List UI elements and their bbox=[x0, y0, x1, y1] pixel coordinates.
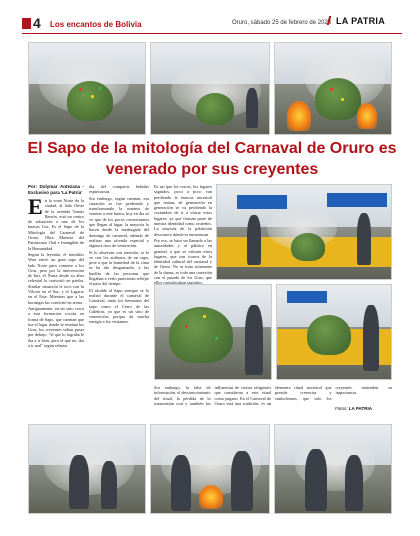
logo-icon bbox=[327, 16, 335, 25]
photo-top-left bbox=[28, 42, 146, 135]
photo-middle-right bbox=[276, 284, 392, 380]
page-number: 4 bbox=[33, 15, 41, 31]
paragraph: Sin embargo, según cuentan, esa situación se fue perdiendo y transformando la manera de venerar a este huaca, hoy en día se ve que de los pocos comerciantes que llegan al lugar, la mayoría lo hacen desde la madrugada del domingo de carnaval, además de realizar una ofrenda especial y algunos ritos de veneración. bbox=[89, 195, 149, 249]
article-bottom-text bbox=[154, 385, 392, 421]
paragraph: Antiguamente, en un sitio cerca a esta formación rocosa en forma de Sapo, que cuentan que fue el lugar donde se reunían los Urus, los creyentes solían pasar por debajo, "el que lo lograba le iba a ir bien, pero el que no, iba a ir mal" según relatan. bbox=[28, 305, 84, 349]
newspaper-logo bbox=[328, 16, 385, 26]
article-headline: El Sapo de la mitología del Carnaval de Oruro es venerado por sus creyentes bbox=[27, 140, 397, 178]
drop-cap: E bbox=[28, 194, 43, 219]
paragraph: Por eso, se hace un llamado a las autoridades y al público en general, a que se valoren estos lugares, que son íconos de la identidad cultural del carnaval y de Oruro. No se trata solamente de la danza, es toda una conexión con el pasado de los Urus, que ellos consideraban sagrados. bbox=[154, 237, 212, 286]
article-column-2 bbox=[89, 184, 149, 464]
paragraph: n la zona Norte de la ciudad, al lado Oeste de la avenida Tomás Barrón, está un centro de adoración a uno de los huacas Ura. Es el Sapo de la Mitología del Carnaval de Oruro, Obra Maestra del Patrimonio Oral e Intangible de la Humanidad. bbox=[28, 198, 84, 251]
page-header bbox=[0, 0, 420, 36]
paragraph: Si lo observan con atención, se le ve con los atributos de un sapo, pese a que la humedad de la cima se ha ido desgastando, y las huellas de las personas que llegaban a verlo parecieran reflejar el paso del tiempo. bbox=[89, 249, 149, 287]
paragraph: Es así que los cerros, los lugares sagrados, poco a poco van perdiendo la esencia ancestral que tenían, de generación en generación se va perdiendo la costumbre de ir a visitar estos lugares, ya que forman parte de nuestra identidad como orureños. La mayoría de la población desconoce dónde se encuentran. bbox=[154, 184, 212, 237]
paragraph: Sin embargo, la falta de información, el desconocimiento del ritual, la pérdida de la transmisión oral y también las influencias de ciertas religiones que consideran a este ritual como pagano. En el Carnaval de Oruro está una tradición, es un elemento ritual ancestral que preside creencias y simbolismos, que solo los creyentes entienden su importancia. bbox=[154, 385, 392, 406]
photo-credit bbox=[335, 406, 372, 411]
paragraph: Según la leyenda, el semidiós Wari envió un gran sapo del lado Norte para comerse a los Urus, pero por la intervención de Inti, el Ñusta desde su altar celestial lo convirtió en piedra. Similar situación le tocó con la Víbora en el Sur, y el Lagarto en el Este. Mientras que a las hormigas las convirtió en arena. bbox=[28, 251, 84, 305]
logo-text: LA PATRIA bbox=[336, 16, 386, 26]
paragraph: dia del compartir bebidas espirituosas. bbox=[89, 184, 149, 195]
photo-top-right bbox=[274, 42, 392, 135]
photo-bottom-2 bbox=[150, 424, 270, 514]
photo-top-center bbox=[150, 42, 270, 135]
photo-bottom-3 bbox=[274, 424, 392, 514]
photo-middle-left bbox=[154, 284, 272, 380]
photo-credit-value: LA PATRIA bbox=[348, 406, 372, 411]
article-byline: Por: Dolymar Antezana - Exclusivo para 'La Patria' bbox=[28, 184, 84, 195]
photo-bottom-1 bbox=[28, 424, 146, 514]
photo-credit-label: Fotos: bbox=[335, 406, 348, 411]
header-rule bbox=[22, 33, 402, 34]
paragraph: El alcalde al Sapo siempre se lo realizó durante el carnaval de Carnaval, tanto los hermanos del sapo como el Cerro de las Culebras, ya que es un sitio de veneración, porque da mucha energía a los visitantes. bbox=[89, 287, 149, 325]
section-title: Los encantos de Bolivia bbox=[50, 20, 142, 29]
page-number-marker bbox=[22, 18, 31, 29]
issue-date: Oruro, sábado 25 de febrero de 2023 bbox=[232, 20, 332, 26]
article-column-1 bbox=[28, 184, 84, 464]
photo-middle-right-top bbox=[216, 184, 392, 280]
